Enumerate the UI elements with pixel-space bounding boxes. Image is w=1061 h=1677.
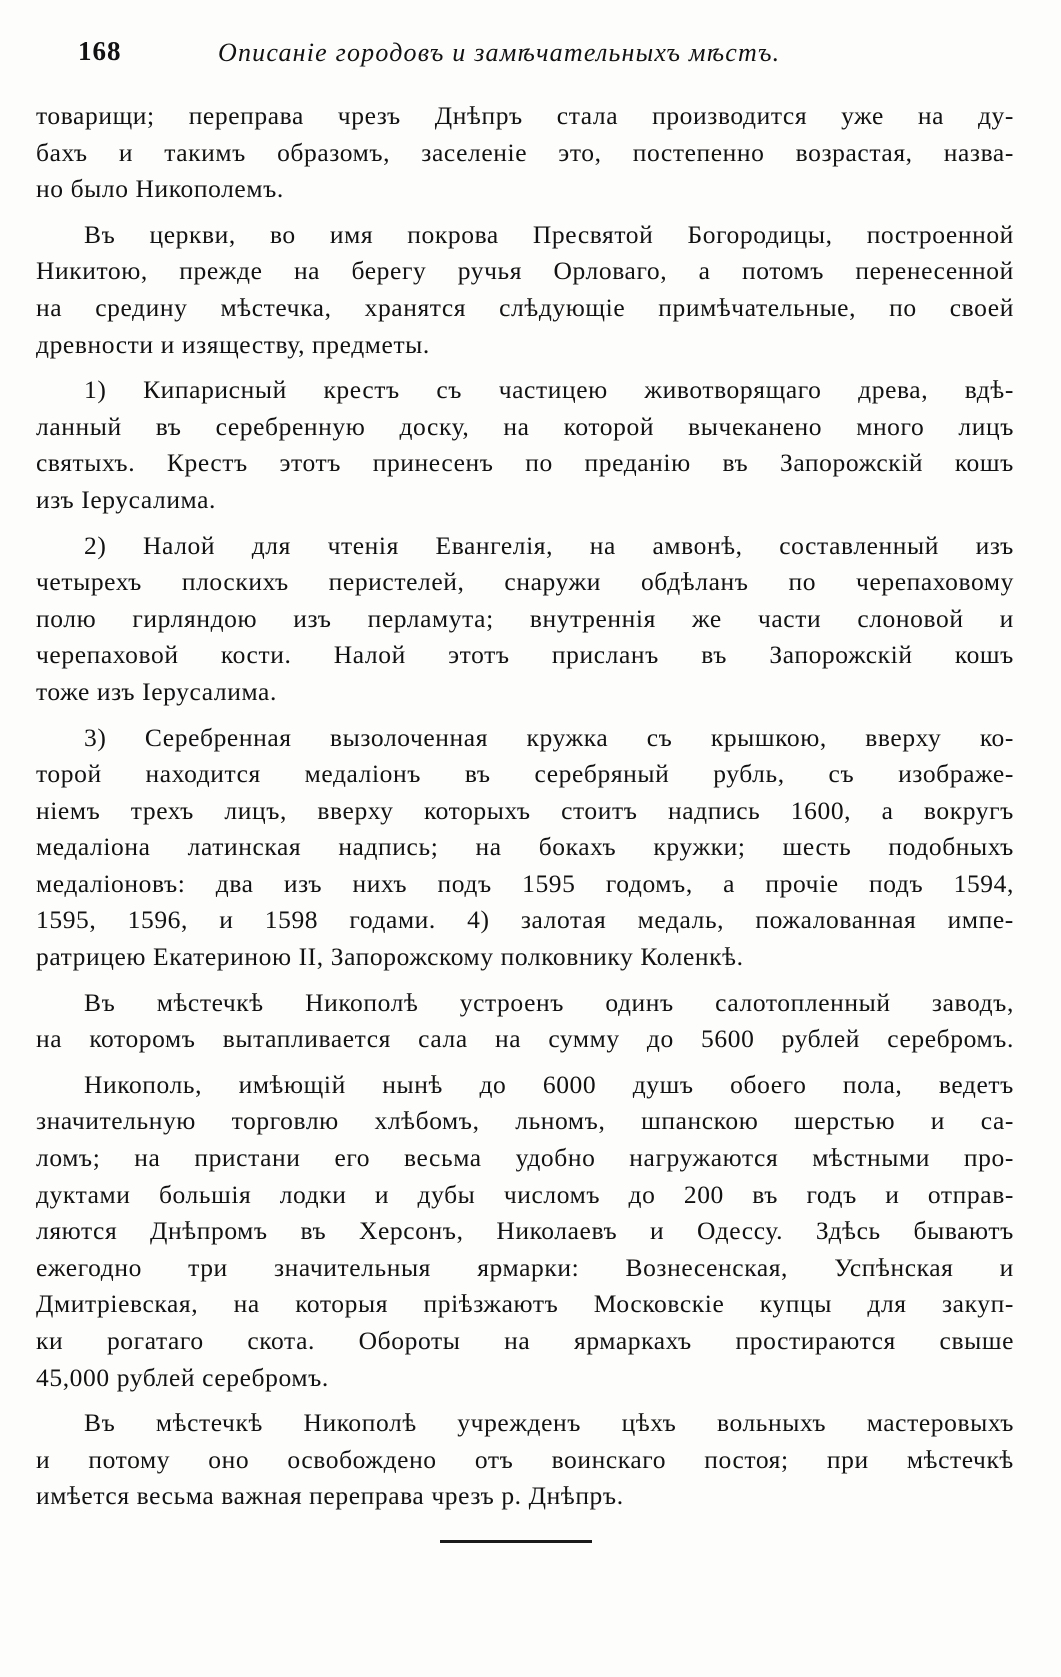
body-text <box>36 98 1014 1515</box>
text-line: имѣется весьма важная переправа чрезъ р. Днѣпръ. <box>36 1481 624 1511</box>
paragraph-guild <box>36 1405 1014 1515</box>
text-line: Никитою, прежде на берегу ручья Орловаго, а потомъ перенесенной <box>36 256 1014 286</box>
text-line: 45,000 рублей серебромъ. <box>36 1362 329 1392</box>
page-number: 168 <box>78 36 122 66</box>
paragraph-church <box>36 217 1014 363</box>
list-item-cross <box>36 372 1014 518</box>
running-title: Описаніе городовъ и замѣчательныхъ мѣстъ. <box>218 38 781 67</box>
paragraph-factory <box>36 985 1014 1058</box>
text-line: ки рогатаго скота. Обороты на ярмаркахъ простираются свыше <box>36 1326 1014 1355</box>
text-line: полю гирляндою изъ перламута; внутреннія же части слоновой и <box>36 603 1014 633</box>
text-line: ломъ; на пристани его весьма удобно нагружаются мѣстными про- <box>36 1143 1014 1173</box>
text-line: значительную торговлю хлѣбомъ, льномъ, шпанскою шерстью и са- <box>36 1106 1014 1136</box>
paragraph-continuation <box>36 98 1014 208</box>
text-line: ніемъ трехъ лицъ, вверху которыхъ стоитъ надпись 1600, а вокругъ <box>36 795 1014 825</box>
text-line: но было Никополемъ. <box>36 174 284 204</box>
text-line: 1595, 1596, и 1598 годами. 4) залотая медаль, пожалованная импе- <box>36 905 1014 935</box>
text-line: медаліона латинская надпись; на бокахъ кружки; шесть подобныхъ <box>36 832 1014 862</box>
text-line: четырехъ плоскихъ перистелей, снаружи обдѣланъ по черепаховому <box>36 567 1014 597</box>
text-line: черепаховой кости. Налой этотъ присланъ въ Запорожскій кошъ <box>36 640 1014 670</box>
text-line: Въ мѣстечкѣ Никополѣ устроенъ одинъ салотопленный заводъ, <box>84 987 1014 1017</box>
text-line: 3) Серебренная вызолоченная кружка съ крышкою, вверху ко- <box>84 722 1014 752</box>
text-line: торой находится медаліонъ въ серебряный рубль, съ изображе- <box>36 759 1014 789</box>
text-line: дуктами большія лодки и дубы числомъ до 200 въ годъ и отправ- <box>36 1179 1014 1209</box>
section-divider-rule <box>440 1540 592 1543</box>
text-line: товарищи; переправа чрезъ Днѣпръ стала производится уже на ду- <box>36 101 1014 130</box>
text-line: на средину мѣстечка, хранятся слѣдующіе примѣчательные, по своей <box>36 292 1014 322</box>
text-line: 1) Кипарисный крестъ съ частицею животворящаго древа, вдѣ- <box>84 375 1014 405</box>
page-header <box>78 36 1018 76</box>
list-item-mug <box>36 720 1014 976</box>
text-line: 2) Налой для чтенія Евангелія, на амвонѣ, составленный изъ <box>84 530 1014 560</box>
text-line: изъ Іерусалима. <box>36 484 217 514</box>
text-line: Въ церкви, во имя покрова Пресвятой Богородицы, построенной <box>84 219 1014 249</box>
text-line: Въ мѣстечкѣ Никополѣ учрежденъ цѣхъ вольныхъ мастеровыхъ <box>84 1408 1014 1438</box>
text-line: тоже изъ Іерусалима. <box>36 676 277 706</box>
text-line: ежегодно три значительныя ярмарки: Вознесенская, Успѣнская и <box>36 1252 1014 1282</box>
text-line: ляются Днѣпромъ въ Херсонъ, Николаевъ и Одессу. Здѣсь бываютъ <box>36 1216 1014 1246</box>
text-line: медаліоновъ: два изъ нихъ подъ 1595 годомъ, а прочіе подъ 1594, <box>36 868 1014 898</box>
text-line: на которомъ вытапливается сала на сумму до 5600 рублей серебромъ. <box>36 1024 1014 1054</box>
paragraph-trade <box>36 1067 1014 1396</box>
text-line: Дмитріевская, на которыя пріѣзжаютъ Московскіе купцы для закуп- <box>36 1289 1014 1319</box>
text-line: ратрицею Екатериною II, Запорожскому полковнику Коленкѣ. <box>36 942 744 972</box>
text-line: и потому оно освобождено отъ воинскаго постоя; при мѣстечкѣ <box>36 1444 1014 1474</box>
text-line: древности и изяществу, предметы. <box>36 329 430 359</box>
text-line: Никополь, имѣющій нынѣ до 6000 душъ обоего пола, ведетъ <box>84 1069 1014 1099</box>
text-line: святыхъ. Крестъ этотъ принесенъ по преданію въ Запорожскій кошъ <box>36 448 1014 478</box>
list-item-lectern <box>36 528 1014 711</box>
text-line: ланный въ серебренную доску, на которой вычеканено много лицъ <box>36 411 1014 441</box>
text-line: бахъ и такимъ образомъ, заселеніе это, постепенно возрастая, назва- <box>36 137 1014 167</box>
